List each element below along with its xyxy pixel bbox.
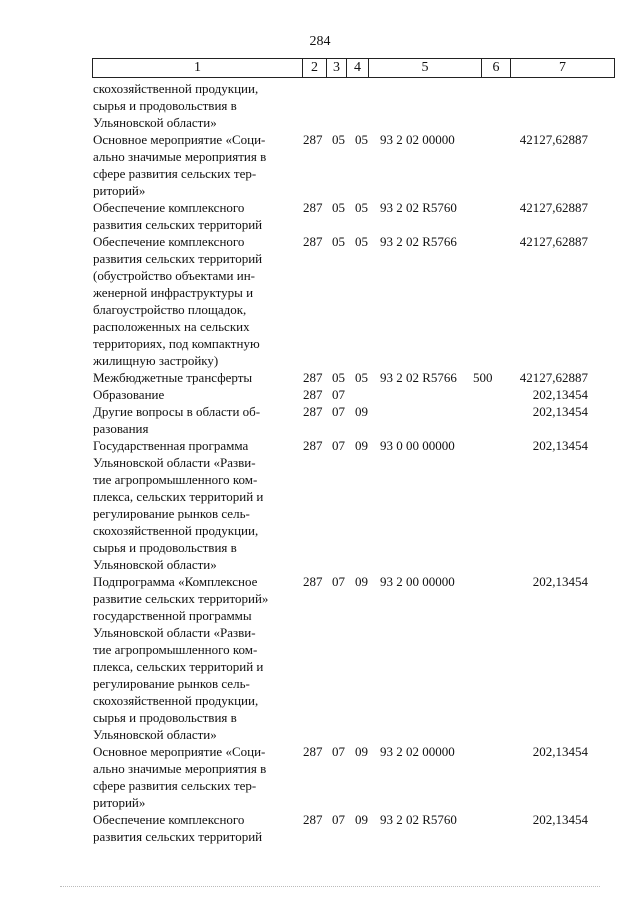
header-col-1: 1: [93, 59, 303, 77]
row-name: [93, 369, 296, 386]
row-name-line: плекса, сельских территорий и: [93, 489, 264, 504]
row-name-line: разования: [93, 421, 149, 436]
row-cell-c4: 09: [355, 744, 368, 759]
row-name-line: регулирование рынков сель-: [93, 506, 250, 521]
row-name-line: Ульяновской области «Разви-: [93, 455, 256, 470]
row-name-line: риторий»: [93, 795, 146, 810]
row-cell-c7: 202,13454: [532, 438, 588, 453]
row-cell-c5: 93 2 02 00000: [380, 132, 455, 147]
row-cell-c5: 93 2 02 R5766: [380, 234, 457, 249]
row-name: [93, 80, 296, 131]
row-name-line: сфере развития сельских тер-: [93, 166, 257, 181]
row-name-line: государственной программы: [93, 608, 252, 623]
row-name-line: женерной инфраструктуры и: [93, 285, 254, 300]
row-cell-c6: 500: [473, 370, 493, 385]
row-name-line: благоустройство площадок,: [93, 302, 247, 317]
row-name-line: скохозяйственной продукции,: [93, 523, 259, 538]
row-name-line: Ульяновской области»: [93, 557, 217, 572]
row-cell-c5: 93 2 00 00000: [380, 574, 455, 589]
row-name-line: жилищную застройку): [93, 353, 219, 368]
row-cell-c4: 09: [355, 438, 368, 453]
row-cell-c2: 287: [303, 234, 323, 249]
row-cell-c5: 93 0 00 00000: [380, 438, 455, 453]
row-cell-c3: 07: [332, 744, 345, 759]
row-cell-c7: 202,13454: [532, 574, 588, 589]
row-name-line: скохозяйственной продукции,: [93, 693, 259, 708]
row-name-line: развития сельских территорий: [93, 217, 263, 232]
row-name-line: Межбюджетные трансферты: [93, 370, 253, 385]
row-name-line: Подпрограмма «Комплексное: [93, 574, 258, 589]
scan-edge-divider: [60, 880, 600, 887]
row-cell-c7: 42127,62887: [519, 200, 588, 215]
row-name-line: сфере развития сельских тер-: [93, 778, 257, 793]
row-cell-c2: 287: [303, 812, 323, 827]
row-name-line: Государственная программа: [93, 438, 249, 453]
row-cell-c4: 05: [355, 132, 368, 147]
row-name-line: тие агропромышленного ком-: [93, 472, 258, 487]
row-name-line: сырья и продовольствия в: [93, 710, 237, 725]
row-cell-c2: 287: [303, 438, 323, 453]
row-cell-c2: 287: [303, 132, 323, 147]
row-name-line: развития сельских территорий: [93, 829, 263, 844]
row-cell-c3: 05: [332, 132, 345, 147]
row-name-line: ально значимые мероприятия в: [93, 761, 267, 776]
row-cell-c3: 07: [332, 387, 345, 402]
row-cell-c4: 05: [355, 370, 368, 385]
row-name-line: (обустройство объектами ин-: [93, 268, 255, 283]
row-cell-c3: 05: [332, 200, 345, 215]
row-name-line: Ульяновской области»: [93, 115, 217, 130]
row-cell-c7: 202,13454: [532, 387, 588, 402]
row-cell-c2: 287: [303, 370, 323, 385]
row-name-line: тие агропромышленного ком-: [93, 642, 258, 657]
row-cell-c5: 93 2 02 R5760: [380, 812, 457, 827]
row-cell-c7: 42127,62887: [519, 132, 588, 147]
row-name-line: Обеспечение комплексного: [93, 200, 245, 215]
row-cell-c7: 202,13454: [532, 812, 588, 827]
row-name-line: риторий»: [93, 183, 146, 198]
row-name: [93, 199, 296, 233]
row-name-line: развитие сельских территорий»: [93, 591, 269, 606]
page-number: 284: [309, 34, 331, 49]
table-header: [92, 58, 615, 78]
row-cell-c3: 07: [332, 574, 345, 589]
header-col-6: 6: [482, 59, 511, 77]
row-name-line: Основное мероприятие «Соци-: [93, 744, 266, 759]
header-col-3: 3: [327, 59, 347, 77]
row-cell-c3: 05: [332, 370, 345, 385]
row-name-line: Ульяновской области»: [93, 727, 217, 742]
row-cell-c5: 93 2 02 R5766: [380, 370, 457, 385]
row-cell-c2: 287: [303, 200, 323, 215]
row-cell-c2: 287: [303, 404, 323, 419]
row-name-line: ально значимые мероприятия в: [93, 149, 267, 164]
row-name: [93, 811, 296, 845]
header-col-5: 5: [369, 59, 482, 77]
row-cell-c4: 05: [355, 200, 368, 215]
row-name-line: Образование: [93, 387, 165, 402]
row-name-line: Обеспечение комплексного: [93, 812, 245, 827]
row-name-line: расположенных на сельских: [93, 319, 250, 334]
row-name: [93, 131, 296, 199]
row-name-line: сырья и продовольствия в: [93, 540, 237, 555]
row-name: [93, 386, 296, 403]
row-cell-c7: 202,13454: [532, 744, 588, 759]
row-cell-c7: 202,13454: [532, 404, 588, 419]
row-cell-c5: 93 2 02 00000: [380, 744, 455, 759]
row-name-line: Другие вопросы в области об-: [93, 404, 261, 419]
row-name-line: Ульяновской области «Разви-: [93, 625, 256, 640]
row-cell-c3: 07: [332, 812, 345, 827]
row-cell-c3: 07: [332, 404, 345, 419]
row-cell-c5: 93 2 02 R5760: [380, 200, 457, 215]
row-cell-c4: 05: [355, 234, 368, 249]
row-cell-c2: 287: [303, 574, 323, 589]
row-cell-c2: 287: [303, 387, 323, 402]
row-cell-c7: 42127,62887: [519, 370, 588, 385]
row-name: [93, 743, 296, 811]
row-name-line: скохозяйственной продукции,: [93, 81, 259, 96]
row-name-line: территориях, под компактную: [93, 336, 260, 351]
row-name: [93, 437, 296, 573]
row-name-line: плекса, сельских территорий и: [93, 659, 264, 674]
row-cell-c4: 09: [355, 404, 368, 419]
row-cell-c2: 287: [303, 744, 323, 759]
row-cell-c4: 09: [355, 812, 368, 827]
row-cell-c7: 42127,62887: [519, 234, 588, 249]
header-col-4: 4: [347, 59, 369, 77]
row-cell-c3: 07: [332, 438, 345, 453]
row-name-line: Основное мероприятие «Соци-: [93, 132, 266, 147]
row-name: [93, 403, 296, 437]
row-name-line: развития сельских территорий: [93, 251, 263, 266]
row-name-line: Обеспечение комплексного: [93, 234, 245, 249]
row-name-line: сырья и продовольствия в: [93, 98, 237, 113]
row-cell-c4: 09: [355, 574, 368, 589]
header-col-7: 7: [559, 60, 566, 75]
row-name: [93, 233, 296, 369]
header-col-2: 2: [303, 59, 327, 77]
row-name: [93, 573, 296, 743]
row-cell-c3: 05: [332, 234, 345, 249]
row-name-line: регулирование рынков сель-: [93, 676, 250, 691]
